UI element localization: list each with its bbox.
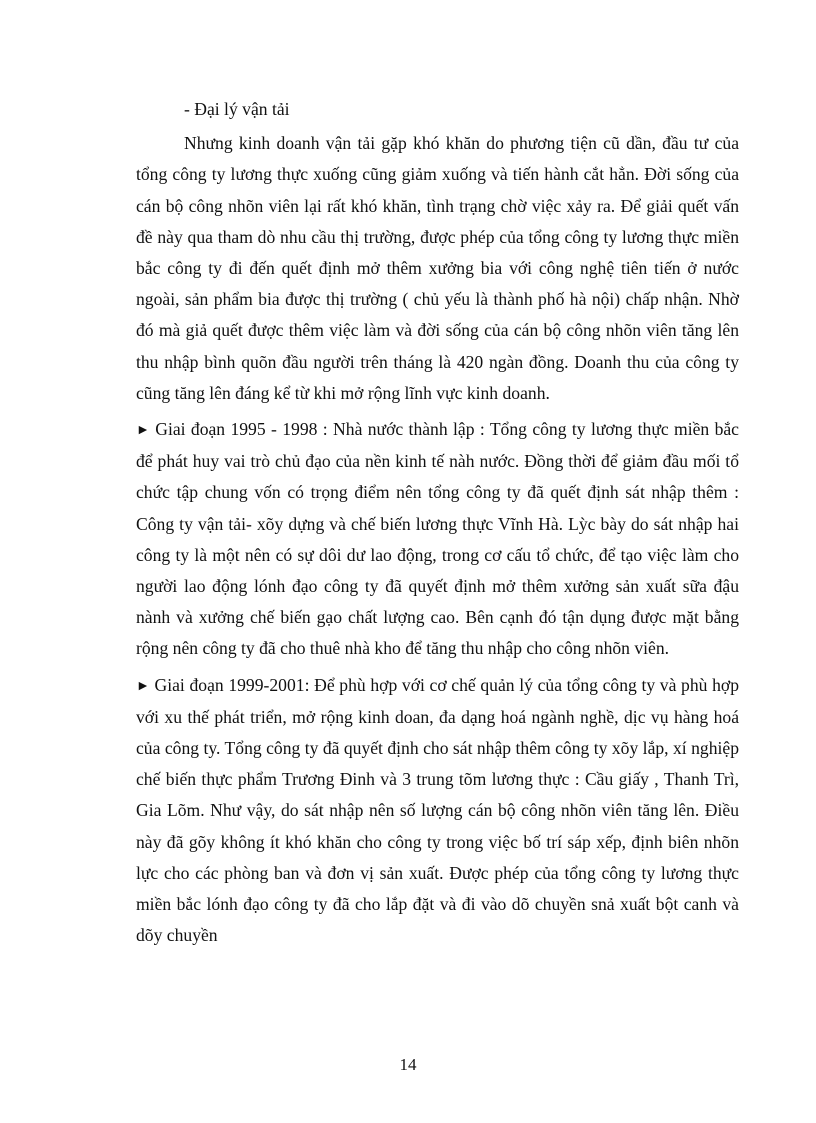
paragraph-text: Giai đoạn 1999-2001: Để phù hợp với cơ chế quản lý của tổng công ty và phù hợp với xu thế phát triển, mở rộng kinh doan, đa dạng hoá ngành nghề, dịc vụ hàng hoá của công ty. Tổng công ty đã quyết định cho sát nhập thêm công ty xõy lắp, xí nghiệp chế biến thực phẩm Trương Đinh và 3 trung tõm lương thực : Cầu giấy , Thanh Trì, Gia Lõm. Như vậy, do sát nhập nên số lượng cán bộ công nhõn viên tăng lên. Điều này đã gõy không ít khó khăn cho công ty trong việc bố trí sáp xếp, định biên nhõn lực cho các phòng ban và đơn vị sản xuất. Được phép của tổng công ty lương thực miền bắc lónh đạo công ty đã cho lắp đặt và đi vào dõ chuyền snả xuất bột canh và dõy chuyền <box>136 674 740 946</box>
paragraph-period-1995-1998 <box>136 414 739 665</box>
paragraph-period-1999-2001 <box>136 670 739 952</box>
paragraph-text: Giai đoạn 1995 - 1998 : Nhà nước thành lập : Tổng công ty lương thực miền bắc để phát huy vai trò chủ đạo của nền kinh tế nàh nước. Đồng thời để giảm đầu mối tổ chức tập chung vốn có trọng điểm nên tổng công ty đã quết định sát nhập thêm : Công ty vận tải- xõy dựng và chế biến lương thực Vĩnh Hà. Lỳc bày do sát nhập hai công ty là một nên có sự dôi dư lao động, trong cơ cấu tổ chức, để tạo việc làm cho người lao động lónh đạo công ty đã quyết định mở thêm xưởng sản xuất sữa đậu nành và xưởng chế biến gạo chất lượng cao. Bên cạnh đó tận dụng được mặt bằng rộng nên công ty đã cho thuê nhà kho để tăng thu nhập cho công nhõn viên. <box>136 419 739 659</box>
page-body <box>136 94 739 956</box>
bullet-arrow-icon: ► <box>136 678 150 694</box>
page-number: 14 <box>399 1055 417 1074</box>
section-heading: - Đại lý vận tải <box>184 99 290 119</box>
bullet-arrow-icon: ► <box>136 423 150 439</box>
paragraph-transport-difficulties: Nhưng kinh doanh vận tải gặp khó khăn do phương tiện cũ dần, đầu tư của tổng công ty lương thực xuống cũng giảm xuống và tiến hành cắt hẳn. Đời sống của cán bộ công nhõn viên lại rất khó khăn, tình trạng chờ việc xảy ra. Để giải quết vấn đề này qua tham dò nhu cầu thị trường, được phép của tổng công ty lương thực miền bắc công ty đi đến quết định mở thêm xưởng bia với công nghệ tiên tiến ở nước ngoài, sản phẩm bia được thị trường ( chủ yếu là thành phố hà nội) chấp nhận. Nhờ đó mà giả quết được thêm việc làm và đời sống của cán bộ công nhõn viên tăng lên thu nhập bình quõn đầu người trên tháng là 420 ngàn đồng. Doanh thu của công ty cũng tăng lên đáng kể từ khi mở rộng lĩnh vực kinh doanh. <box>136 133 739 403</box>
